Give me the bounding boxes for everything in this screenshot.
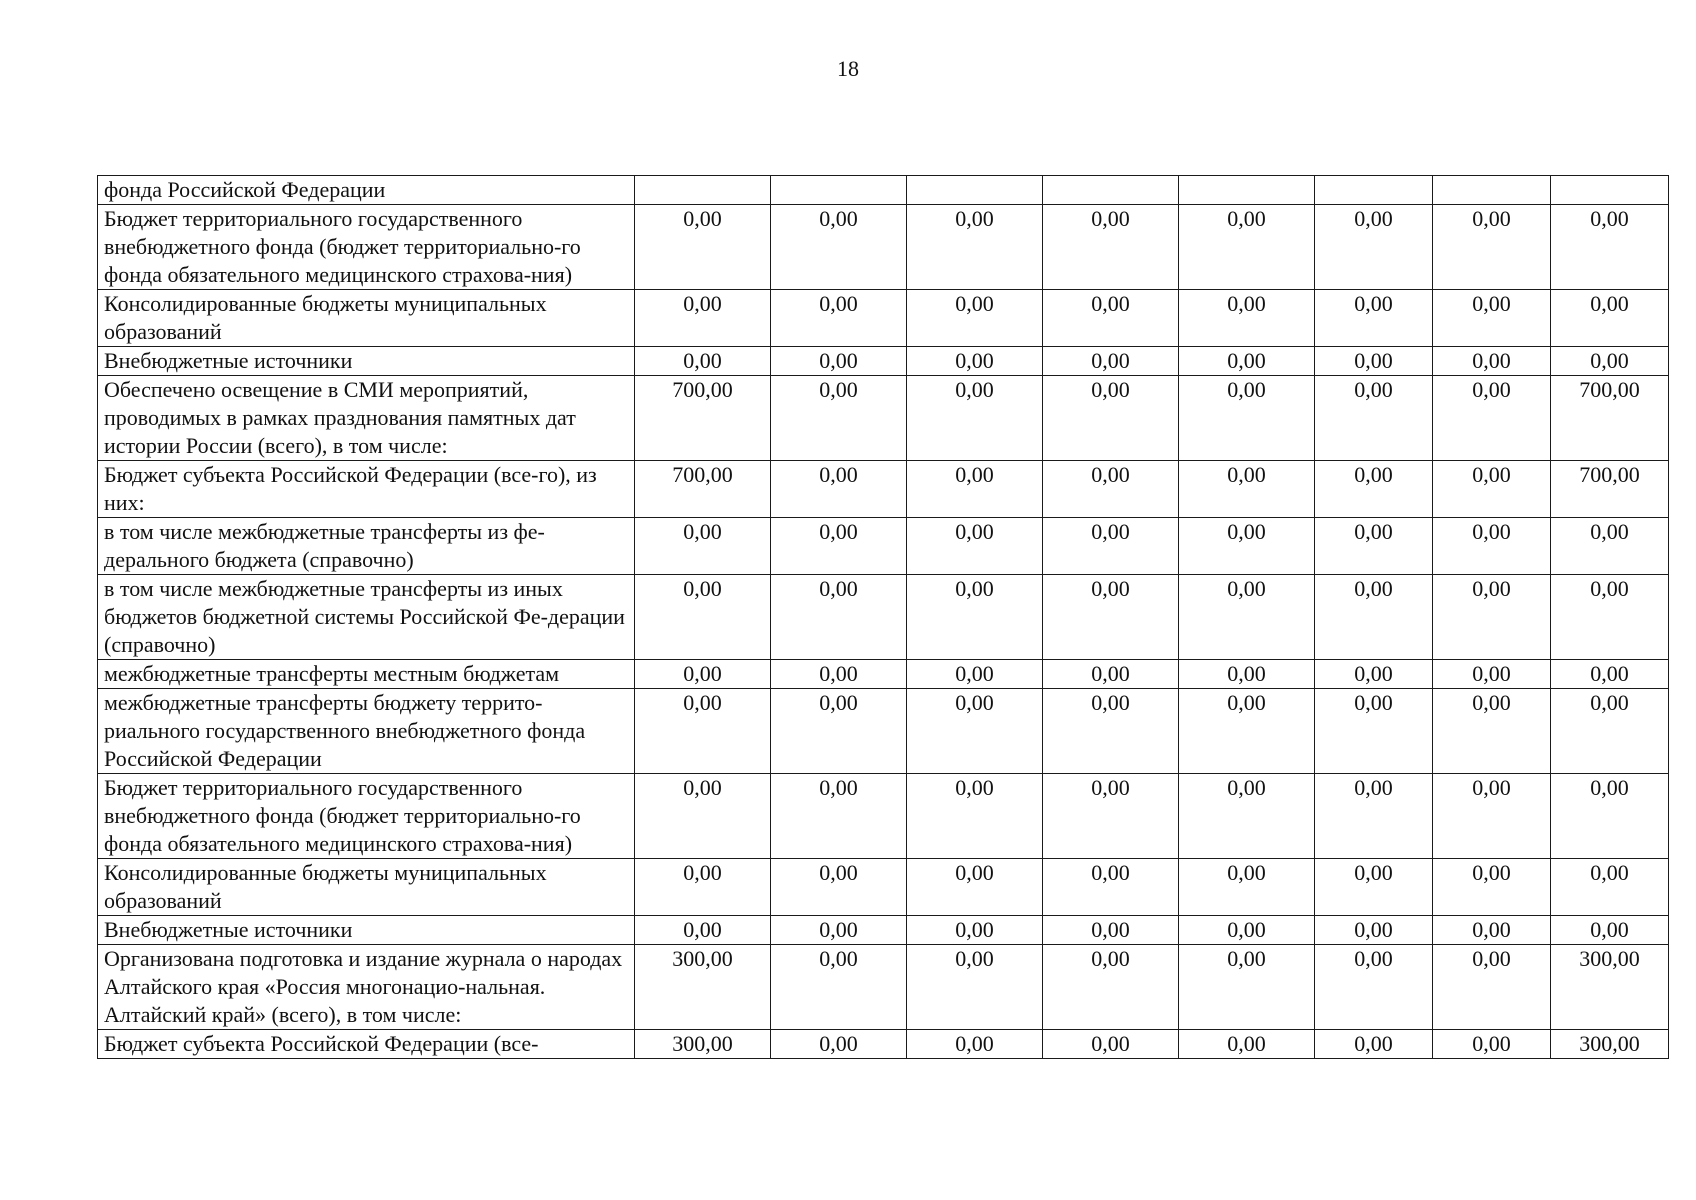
value-cell: 0,00: [1551, 774, 1669, 859]
value-cell: 0,00: [907, 660, 1043, 689]
value-cell: [771, 176, 907, 205]
row-label: Внебюджетные источники: [98, 916, 635, 945]
row-label: Обеспечено освещение в СМИ мероприятий, проводимых в рамках празднования памятных дат истории России (всего), в том числе:: [98, 376, 635, 461]
value-cell: 0,00: [1179, 290, 1315, 347]
row-label: Бюджет территориального государственного внебюджетного фонда (бюджет территориально-го фонда обязательного медицинского страхова-ния): [98, 205, 635, 290]
value-cell: [1433, 176, 1551, 205]
value-cell: 0,00: [1551, 916, 1669, 945]
value-cell: 0,00: [1551, 290, 1669, 347]
value-cell: 0,00: [1315, 1030, 1433, 1059]
value-cell: 700,00: [1551, 376, 1669, 461]
value-cell: 0,00: [1043, 689, 1179, 774]
value-cell: 0,00: [1043, 1030, 1179, 1059]
table-row: [98, 176, 1669, 205]
value-cell: 0,00: [1433, 518, 1551, 575]
value-cell: 0,00: [635, 290, 771, 347]
value-cell: 0,00: [635, 660, 771, 689]
value-cell: 0,00: [1043, 945, 1179, 1030]
value-cell: 0,00: [1315, 575, 1433, 660]
value-cell: 0,00: [907, 859, 1043, 916]
value-cell: 0,00: [1043, 205, 1179, 290]
value-cell: 0,00: [1179, 376, 1315, 461]
table-row: [98, 205, 1669, 290]
value-cell: 0,00: [1433, 205, 1551, 290]
value-cell: 0,00: [1315, 518, 1433, 575]
value-cell: 0,00: [1179, 689, 1315, 774]
value-cell: 0,00: [1551, 660, 1669, 689]
value-cell: 0,00: [1315, 660, 1433, 689]
value-cell: 0,00: [907, 689, 1043, 774]
value-cell: 0,00: [1433, 916, 1551, 945]
table-row: [98, 859, 1669, 916]
value-cell: 0,00: [1433, 290, 1551, 347]
value-cell: 0,00: [907, 461, 1043, 518]
value-cell: 0,00: [771, 575, 907, 660]
value-cell: 0,00: [1179, 774, 1315, 859]
value-cell: [907, 176, 1043, 205]
value-cell: 0,00: [635, 859, 771, 916]
value-cell: 0,00: [1179, 916, 1315, 945]
budget-table-body: [98, 176, 1669, 1059]
budget-table: [97, 175, 1669, 1059]
value-cell: 0,00: [771, 660, 907, 689]
table-row: [98, 689, 1669, 774]
value-cell: 0,00: [1433, 461, 1551, 518]
value-cell: 0,00: [635, 774, 771, 859]
row-label: в том числе межбюджетные трансферты из иных бюджетов бюджетной системы Российской Фе-дерации (справочно): [98, 575, 635, 660]
value-cell: 0,00: [771, 347, 907, 376]
value-cell: 0,00: [907, 916, 1043, 945]
value-cell: [1551, 176, 1669, 205]
value-cell: 300,00: [1551, 1030, 1669, 1059]
value-cell: 0,00: [771, 205, 907, 290]
value-cell: 0,00: [771, 461, 907, 518]
value-cell: [1043, 176, 1179, 205]
value-cell: [1179, 176, 1315, 205]
value-cell: 0,00: [1433, 575, 1551, 660]
value-cell: 0,00: [771, 945, 907, 1030]
value-cell: 0,00: [907, 518, 1043, 575]
row-label: Бюджет субъекта Российской Федерации (все-го), из них:: [98, 461, 635, 518]
table-row: [98, 575, 1669, 660]
value-cell: 0,00: [1433, 660, 1551, 689]
row-label: Бюджет субъекта Российской Федерации (все-: [98, 1030, 635, 1059]
page-number: 18: [837, 56, 859, 81]
table-row: [98, 461, 1669, 518]
value-cell: 0,00: [1551, 518, 1669, 575]
value-cell: 0,00: [1315, 689, 1433, 774]
value-cell: 0,00: [635, 916, 771, 945]
value-cell: 0,00: [1551, 347, 1669, 376]
value-cell: 0,00: [1043, 347, 1179, 376]
value-cell: 0,00: [1043, 916, 1179, 945]
table-row: [98, 1030, 1669, 1059]
value-cell: 0,00: [771, 518, 907, 575]
value-cell: 0,00: [1433, 376, 1551, 461]
value-cell: 0,00: [907, 347, 1043, 376]
value-cell: 0,00: [1433, 347, 1551, 376]
table-row: [98, 376, 1669, 461]
value-cell: 300,00: [635, 1030, 771, 1059]
value-cell: 0,00: [635, 518, 771, 575]
value-cell: 0,00: [1551, 859, 1669, 916]
value-cell: 0,00: [1315, 205, 1433, 290]
value-cell: 0,00: [1043, 290, 1179, 347]
value-cell: 0,00: [1043, 518, 1179, 575]
value-cell: 0,00: [1315, 376, 1433, 461]
value-cell: 0,00: [1043, 859, 1179, 916]
row-label: межбюджетные трансферты местным бюджетам: [98, 660, 635, 689]
value-cell: 0,00: [907, 290, 1043, 347]
value-cell: 0,00: [1315, 945, 1433, 1030]
value-cell: 0,00: [1043, 575, 1179, 660]
value-cell: 0,00: [1433, 774, 1551, 859]
row-label: фонда Российской Федерации: [98, 176, 635, 205]
value-cell: 0,00: [771, 774, 907, 859]
value-cell: 0,00: [907, 774, 1043, 859]
value-cell: 0,00: [907, 945, 1043, 1030]
row-label: в том числе межбюджетные трансферты из фе-дерального бюджета (справочно): [98, 518, 635, 575]
value-cell: 0,00: [1043, 376, 1179, 461]
value-cell: 0,00: [635, 205, 771, 290]
value-cell: 0,00: [1551, 575, 1669, 660]
row-label: Консолидированные бюджеты муниципальных образований: [98, 859, 635, 916]
value-cell: 0,00: [1551, 689, 1669, 774]
value-cell: 0,00: [907, 376, 1043, 461]
value-cell: 0,00: [1315, 859, 1433, 916]
value-cell: 0,00: [1315, 774, 1433, 859]
value-cell: [1315, 176, 1433, 205]
value-cell: 0,00: [1433, 859, 1551, 916]
value-cell: 0,00: [771, 376, 907, 461]
value-cell: 0,00: [1179, 461, 1315, 518]
value-cell: 0,00: [1043, 774, 1179, 859]
value-cell: 0,00: [1179, 859, 1315, 916]
table-row: [98, 660, 1669, 689]
value-cell: 700,00: [635, 461, 771, 518]
value-cell: 0,00: [771, 689, 907, 774]
value-cell: 0,00: [1179, 518, 1315, 575]
value-cell: 0,00: [1179, 660, 1315, 689]
row-label: Консолидированные бюджеты муниципальных образований: [98, 290, 635, 347]
row-label: Организована подготовка и издание журнала о народах Алтайского края «Россия многонацио-нальная. Алтайский край» (всего), в том числе:: [98, 945, 635, 1030]
value-cell: 0,00: [1043, 660, 1179, 689]
table-row: [98, 290, 1669, 347]
table-row: [98, 945, 1669, 1030]
value-cell: [635, 176, 771, 205]
value-cell: 0,00: [1043, 461, 1179, 518]
value-cell: 0,00: [1315, 461, 1433, 518]
value-cell: 0,00: [1179, 205, 1315, 290]
row-label: Бюджет территориального государственного внебюджетного фонда (бюджет территориально-го фонда обязательного медицинского страхова-ния): [98, 774, 635, 859]
value-cell: 0,00: [771, 1030, 907, 1059]
value-cell: 0,00: [907, 1030, 1043, 1059]
value-cell: 0,00: [771, 916, 907, 945]
row-label: Внебюджетные источники: [98, 347, 635, 376]
value-cell: 700,00: [635, 376, 771, 461]
value-cell: 0,00: [907, 575, 1043, 660]
value-cell: 0,00: [1179, 1030, 1315, 1059]
table-row: [98, 774, 1669, 859]
value-cell: 700,00: [1551, 461, 1669, 518]
value-cell: 0,00: [1551, 205, 1669, 290]
value-cell: 0,00: [1433, 945, 1551, 1030]
value-cell: 0,00: [771, 290, 907, 347]
value-cell: 0,00: [1179, 575, 1315, 660]
value-cell: 0,00: [1433, 689, 1551, 774]
table-row: [98, 518, 1669, 575]
value-cell: 300,00: [1551, 945, 1669, 1030]
value-cell: 0,00: [1315, 347, 1433, 376]
row-label: межбюджетные трансферты бюджету террито-риального государственного внебюджетного фонда Российской Федерации: [98, 689, 635, 774]
table-row: [98, 916, 1669, 945]
value-cell: 0,00: [635, 575, 771, 660]
value-cell: 0,00: [1179, 945, 1315, 1030]
value-cell: 0,00: [771, 859, 907, 916]
value-cell: 0,00: [907, 205, 1043, 290]
value-cell: 0,00: [1433, 1030, 1551, 1059]
value-cell: 0,00: [635, 347, 771, 376]
value-cell: 0,00: [1179, 347, 1315, 376]
value-cell: 300,00: [635, 945, 771, 1030]
value-cell: 0,00: [1315, 290, 1433, 347]
value-cell: 0,00: [1315, 916, 1433, 945]
table-row: [98, 347, 1669, 376]
value-cell: 0,00: [635, 689, 771, 774]
